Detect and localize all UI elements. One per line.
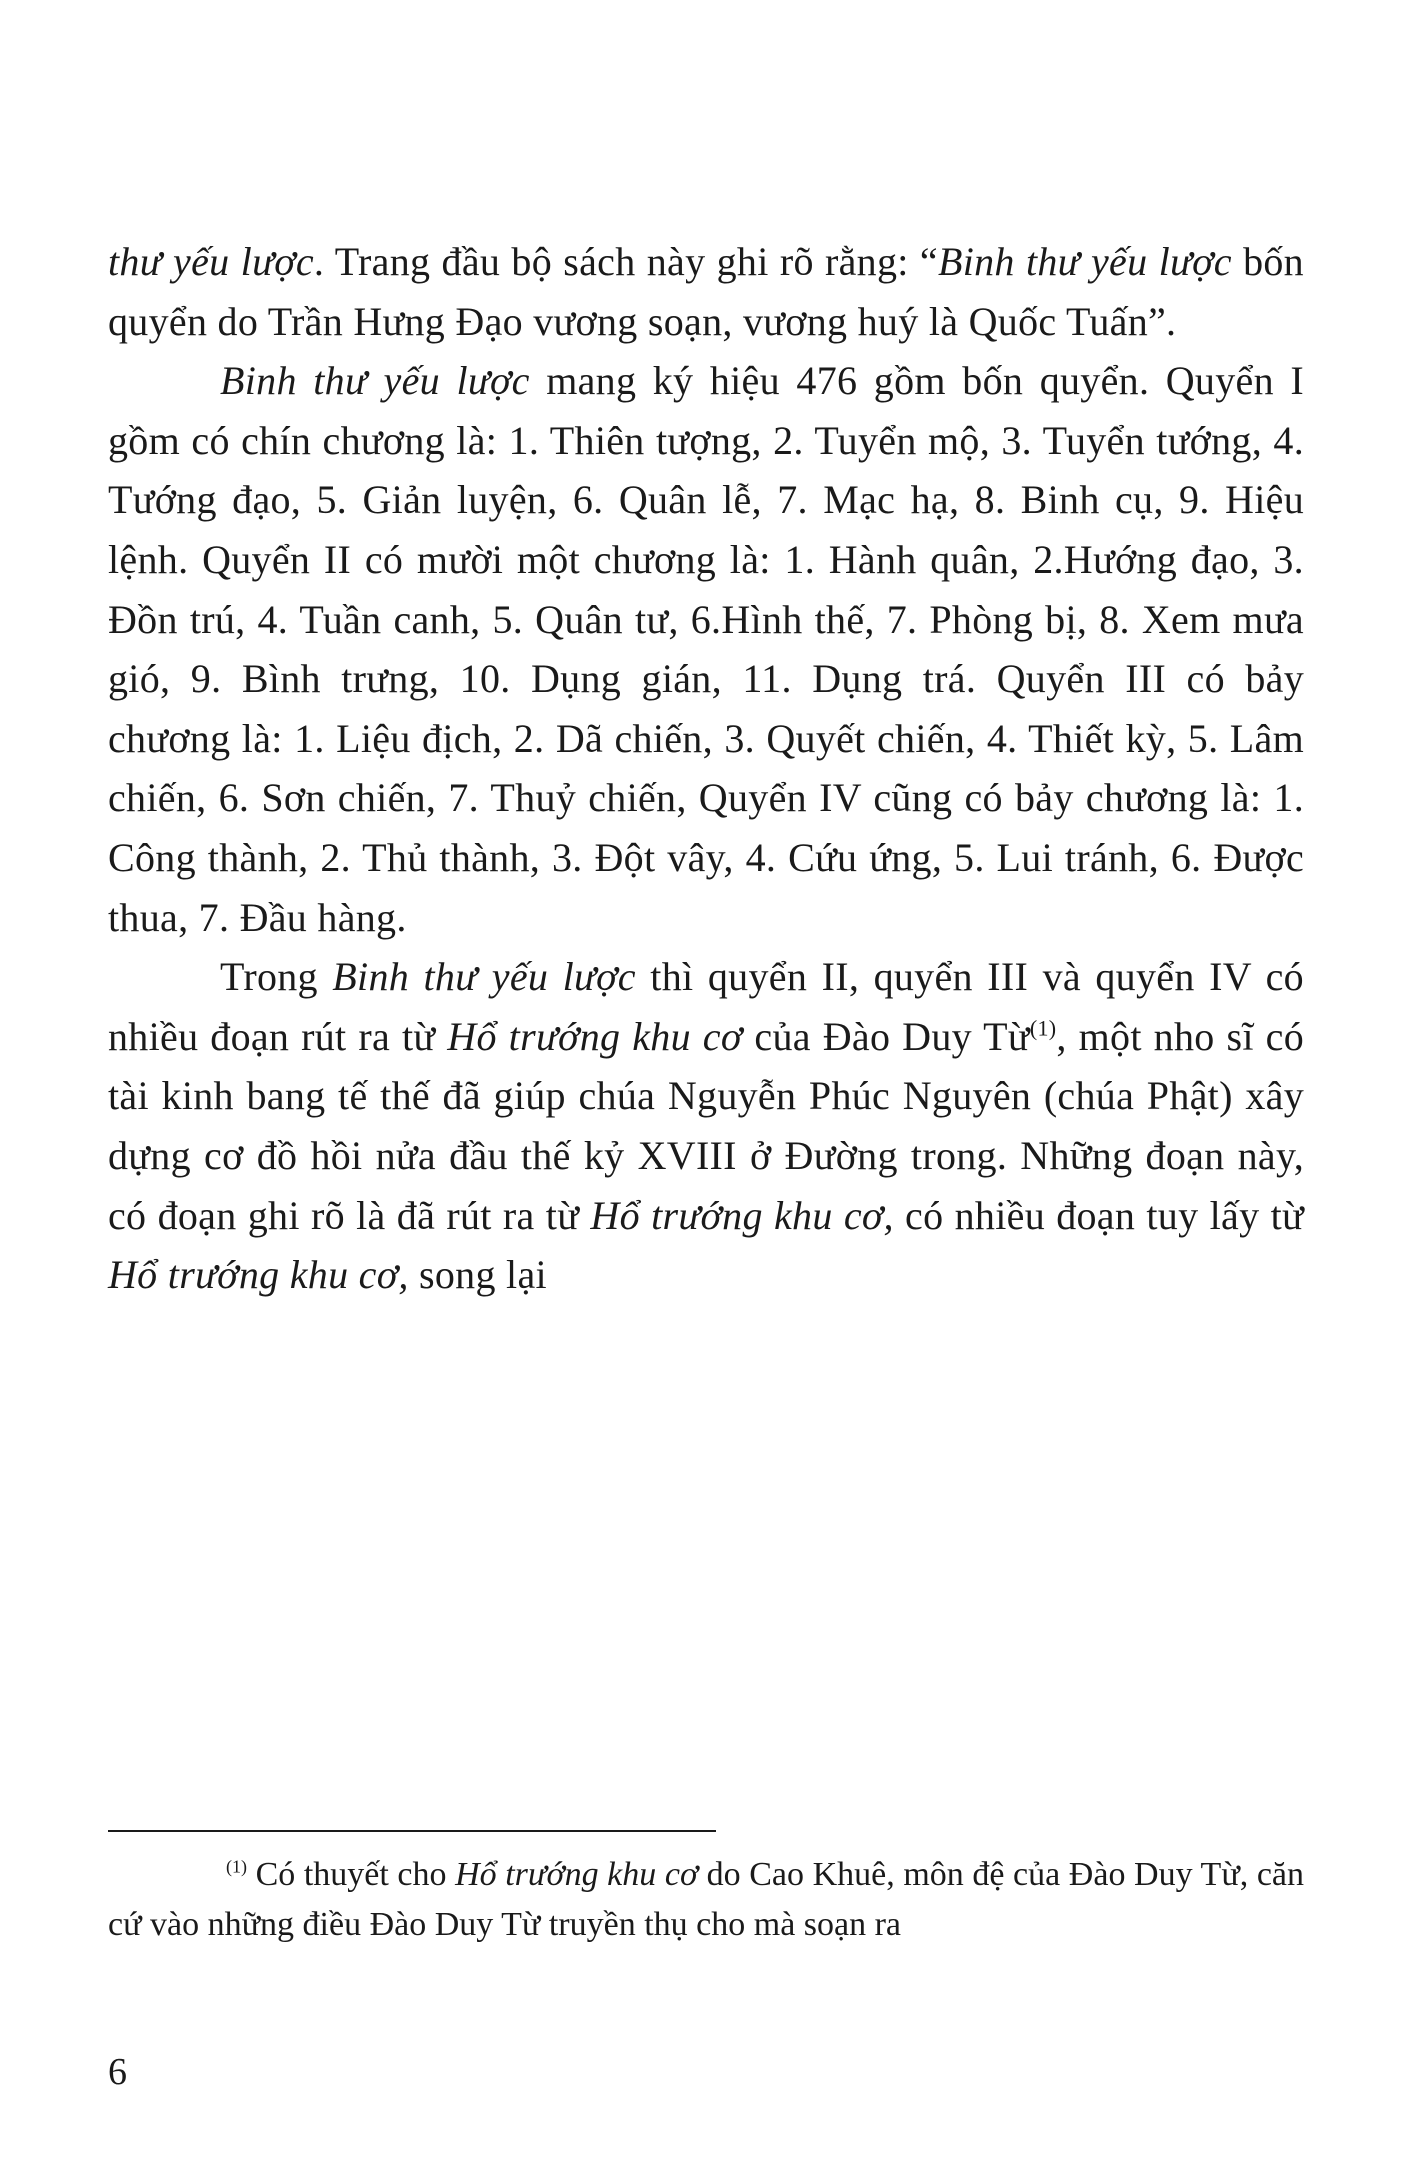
text-run: , một nho sĩ có tài kinh bang tế thế đã giúp chúa Nguyễn Phúc Nguyên (chúa Phật) xây dựng cơ đồ hồi nửa đầu thế kỷ XVIII ở Đường trong. Những đoạn này, có đoạn ghi rõ là đã rút ra từ xyxy=(108,1013,1304,1238)
paragraph-1 xyxy=(108,232,1304,351)
text-run: của Đào Duy Từ xyxy=(742,1013,1030,1059)
book-title-italic: Hổ trướng khu cơ xyxy=(455,1856,699,1893)
text-run: bốn quyển do Trần Hưng Đạo vương soạn, vương huý là Quốc Tuấn”. xyxy=(108,239,1304,344)
text-run: song lại xyxy=(408,1252,547,1298)
text-run: Có thuyết cho xyxy=(247,1856,456,1893)
text-run: Trong xyxy=(220,954,333,1000)
footnote-text xyxy=(108,1850,1304,1950)
book-title-italic: Hổ trướng khu cơ xyxy=(447,1013,743,1059)
text-run: do Cao Khuê, môn đệ của Đào Duy Từ, căn cứ vào những điều Đào Duy Từ truyền thụ cho mà soạn ra xyxy=(108,1856,1305,1943)
book-title-italic: Hổ trướng khu cơ, xyxy=(108,1252,409,1298)
footnote xyxy=(108,1850,1304,1950)
text-run: có nhiều đoạn tuy lấy từ xyxy=(893,1192,1304,1238)
book-title-italic: Binh thư yếu lược xyxy=(937,239,1232,284)
book-title-italic: thư yếu lược xyxy=(108,239,314,284)
text-run: thì quyển II, quyển III và quyển IV có nhiều đoạn rút ra từ xyxy=(108,954,1304,1059)
book-title-italic: Binh thư yếu lược xyxy=(220,358,530,404)
footnote-reference[interactable]: (1) xyxy=(1029,1015,1057,1041)
text-run: mang ký hiệu 476 gồm bốn quyển. Quyển I gồm có chín chương là: 1. Thiên tượng, 2. Tuyển mộ, 3. Tuyển tướng, 4. Tướng đạo, 5. Giản luyện, 6. Quân lễ, 7. Mạc hạ, 8. Binh cụ, 9. Hiệu lệnh. Quyển II có mười một chương là: 1. Hành quân, 2.Hướng đạo, 3. Đồn trú, 4. Tuần canh, 5. Quân tư, 6.Hình thế, 7. Phòng bị, 8. Xem mưa gió, 9. Bình trưng, 10. Dụng gián, 11. Dụng trá. Quyển III có bảy chương là: 1. Liệu địch, 2. Dã chiến, 3. Quyết chiến, 4. Thiết kỳ, 5. Lâm chiến, 6. Sơn chiến, 7. Thuỷ chiến, Quyển IV cũng có bảy chương là: 1. Công thành, 2. Thủ thành, 3. Đột vây, 4. Cứu ứng, 5. Lui tránh, 6. Được thua, 7. Đầu hàng. xyxy=(108,358,1304,940)
footnote-marker: (1) xyxy=(226,1856,247,1877)
page-number: 6 xyxy=(108,2051,127,2093)
book-title-italic: Hổ trướng khu cơ, xyxy=(590,1192,894,1238)
body-text xyxy=(108,232,1304,1305)
paragraph-3 xyxy=(108,947,1304,1305)
book-title-italic: Binh thư yếu lược xyxy=(332,954,636,1000)
footnote-divider xyxy=(108,1830,716,1832)
paragraph-2 xyxy=(108,351,1304,947)
text-run: . Trang đầu bộ sách này ghi rõ rằng: “ xyxy=(313,239,938,284)
